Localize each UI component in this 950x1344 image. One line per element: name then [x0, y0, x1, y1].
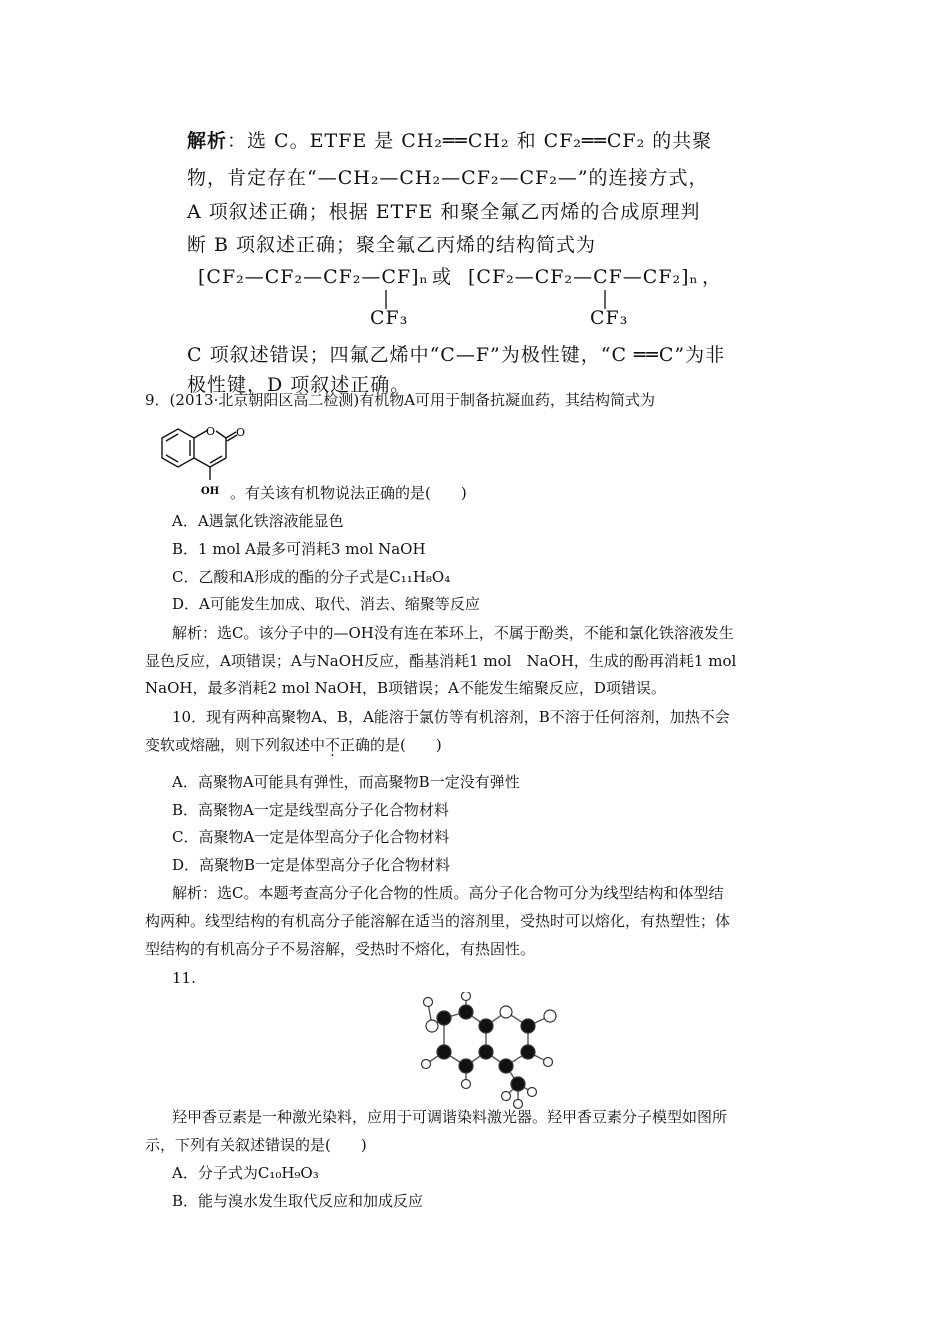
- prev-line-7: 极性键，D 项叙述正确。: [187, 374, 411, 396]
- cf3-group-1: CF₃: [370, 307, 409, 329]
- q11-stem-1: 羟甲香豆素是一种激光染料，应用于可调谐染料激光器。羟甲香豆素分子模型如图所: [172, 1108, 728, 1126]
- q11-number: 11.: [172, 969, 196, 987]
- carbonyl-oxygen: O: [236, 426, 246, 439]
- prev-line-4: 断 B 项叙述正确；聚全氟乙丙烯的结构简式为: [187, 234, 597, 256]
- q10-answer-2: 构两种。线型结构的有机高分子能溶解在适当的溶剂里，受热时可以熔化，有热塑性；体: [145, 912, 731, 930]
- prev-answer-label: 解析: [187, 130, 228, 152]
- q9-answer-2: 显色反应，A项错误；A与NaOH反应，酯基消耗1 mol NaOH，生成的酚再消耗1 mol: [145, 652, 737, 670]
- hydroxyl-label: OH: [201, 486, 220, 497]
- prev-line-3: A 项叙述正确；根据 ETFE 和聚全氟乙丙烯的合成原理判: [187, 201, 701, 223]
- ring-oxygen: O: [206, 425, 216, 438]
- q9-stem: 9．(2013·北京朝阳区高二检测)有机物A可用于制备抗凝血药，其结构简式为: [145, 391, 656, 409]
- q10-answer-1: 解析：选C。本题考查高分子化合物的性质。高分子化合物可分为线型结构和体型结: [172, 884, 724, 902]
- q11-option-b: B．能与溴水发生取代反应和加成反应: [172, 1192, 424, 1210]
- formula-or: 或: [432, 266, 453, 288]
- q9-option-a: A．A遇氯化铁溶液能显色: [172, 512, 344, 530]
- prev-line-1: [187, 126, 712, 156]
- formula-comma: ，: [702, 266, 723, 288]
- cf3-group-2: CF₃: [590, 307, 629, 329]
- prev-line-6: C 项叙述错误；四氟乙烯中“C—F”为极性键，“C ══C”为非: [187, 344, 726, 366]
- emphasis-not: 不: [325, 736, 341, 754]
- q9-option-c: C．乙酸和A形成的酯的分子式是C₁₁H₈O₄: [172, 568, 451, 586]
- prev-text: ：选 C。ETFE 是 CH₂══CH₂ 和 CF₂══CF₂ 的共聚: [227, 130, 713, 152]
- q9-option-b: B．1 mol A最多可消耗3 mol NaOH: [172, 540, 426, 558]
- q10-option-c: C．高聚物A一定是体型高分子化合物材料: [172, 828, 450, 846]
- q9-answer-3: NaOH，最多消耗2 mol NaOH，B项错误；A不能发生缩聚反应，D项错误。: [145, 679, 666, 697]
- q9-answer-1: 解析：选C。该分子中的—OH没有连在苯环上，不属于酚类，不能和氯化铁溶液发生: [172, 624, 734, 642]
- q10-option-d: D．高聚物B一定是体型高分子化合物材料: [172, 856, 451, 874]
- q10-option-a: A．高聚物A可能具有弹性，而高聚物B一定没有弹性: [172, 773, 520, 791]
- q11-stem-2: 示，下列有关叙述错误的是( ): [145, 1136, 367, 1154]
- polymer-formula-2: [CF₂—CF₂—CF—CF₂]ₙ: [468, 266, 699, 288]
- formula-bonds: [0, 285, 950, 345]
- prev-line-2: 物，肯定存在“—CH₂—CH₂—CF₂—CF₂—”的连接方式，: [187, 167, 709, 189]
- hymecromone-ball-model: [410, 992, 580, 1112]
- q10-stem-2: 变软或熔融，则下列叙述中不正确的是( ): [145, 736, 442, 754]
- q9-stem-end: 。有关该有机物说法正确的是( ): [230, 484, 467, 502]
- q9-option-d: D．A可能发生加成、取代、消去、缩聚等反应: [172, 595, 480, 613]
- q10-option-b: B．高聚物A一定是线型高分子化合物材料: [172, 801, 449, 819]
- polymer-formula-1: [CF₂—CF₂—CF₂—CF]ₙ: [198, 266, 429, 288]
- q11-option-a: A．分子式为C₁₀H₉O₃: [172, 1164, 319, 1182]
- q10-stem-1: 10．现有两种高聚物A、B，A能溶于氯仿等有机溶剂，B不溶于任何溶剂，加热不会: [172, 708, 730, 726]
- q10-answer-3: 型结构的有机高分子不易溶解，受热时不熔化，有热固性。: [145, 940, 536, 958]
